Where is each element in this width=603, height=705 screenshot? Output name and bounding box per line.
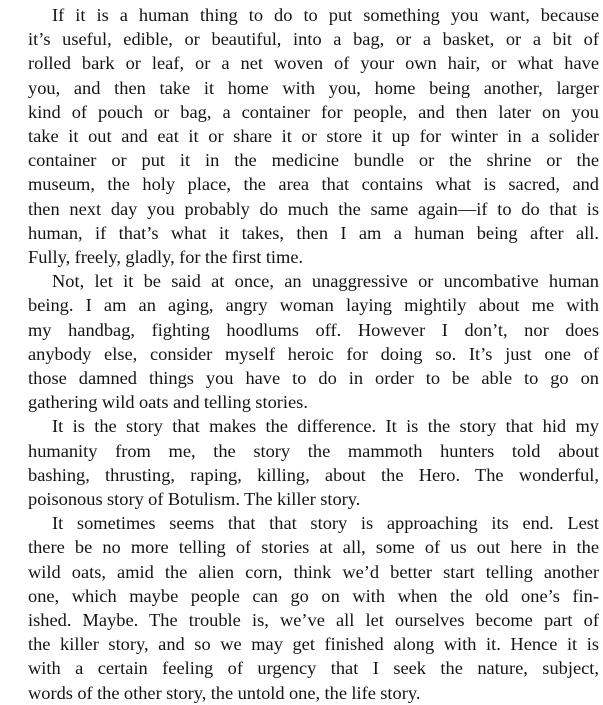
- text-line: anybody else, consider myself heroic for doing so. It’s just one of: [28, 343, 599, 364]
- text-line: museum, the holy place, the area that contains what is sacred, and: [28, 174, 599, 195]
- text-line: It sometimes seems that that story is approaching its end. Lest: [52, 513, 599, 534]
- text-line: being. I am an aging, angry woman laying mightily about me with: [28, 295, 599, 316]
- text-line: rolled bark or leaf, or a net woven of your own hair, or what have: [28, 53, 599, 74]
- text-line: bashing, thrusting, raping, killing, about the Hero. The wonderful,: [28, 464, 599, 485]
- text-line: one, which maybe people can go on with when the old one’s fin-: [28, 585, 599, 606]
- text-line: Fully, freely, gladly, for the first time.: [28, 247, 304, 268]
- text-line: container or put it in the medicine bundle or the shrine or the: [28, 150, 599, 171]
- text-line: take it out and eat it or share it or store it up for winter in a solider: [28, 126, 599, 147]
- text-line: with a certain feeling of urgency that I seek the nature, subject,: [28, 658, 599, 679]
- text-line: those damned things you have to do in order to be able to go on: [28, 368, 599, 389]
- text-line: human, if that’s what it takes, then I am a human being after all.: [28, 222, 599, 243]
- text-line: ished. Maybe. The trouble is, we’ve all let ourselves become part of: [28, 610, 599, 631]
- text-line: it’s useful, edible, or beautiful, into a bag, or a basket, or a bit of: [28, 29, 599, 50]
- paragraph-4: [4, 511, 599, 705]
- text-line: then next day you probably do much the same again—if to do that is: [28, 198, 599, 219]
- text-line: If it is a human thing to do to put something you want, because: [52, 5, 599, 25]
- text-line: you, and then take it home with you, home being another, larger: [28, 77, 599, 98]
- text-line: humanity from me, the story the mammoth hunters told about: [28, 440, 599, 461]
- paragraph-2: [4, 269, 599, 414]
- text-line: my handbag, fighting hoodlums off. However I don’t, nor does: [28, 319, 599, 340]
- text-line: the killer story, and so we may get finished along with it. Hence it is: [28, 634, 599, 655]
- text-line: poisonous story of Botulism. The killer story.: [28, 489, 361, 510]
- text-line: gathering wild oats and telling stories.: [28, 392, 308, 413]
- paragraph-1: [4, 3, 599, 269]
- text-line: Not, let it be said at once, an unaggressive or uncombative human: [52, 271, 599, 292]
- text-line: wild oats, amid the alien corn, think we’d better start telling another: [28, 561, 599, 582]
- paragraph-3: [4, 414, 599, 511]
- text-line: kind of pouch or bag, a container for people, and then later on you: [28, 101, 599, 122]
- text-line: It is the story that makes the difference. It is the story that hid my: [52, 416, 599, 437]
- text-line: there be no more telling of stories at all, some of us out here in the: [28, 537, 599, 558]
- text-line: words of the other story, the untold one, the life story.: [28, 682, 421, 703]
